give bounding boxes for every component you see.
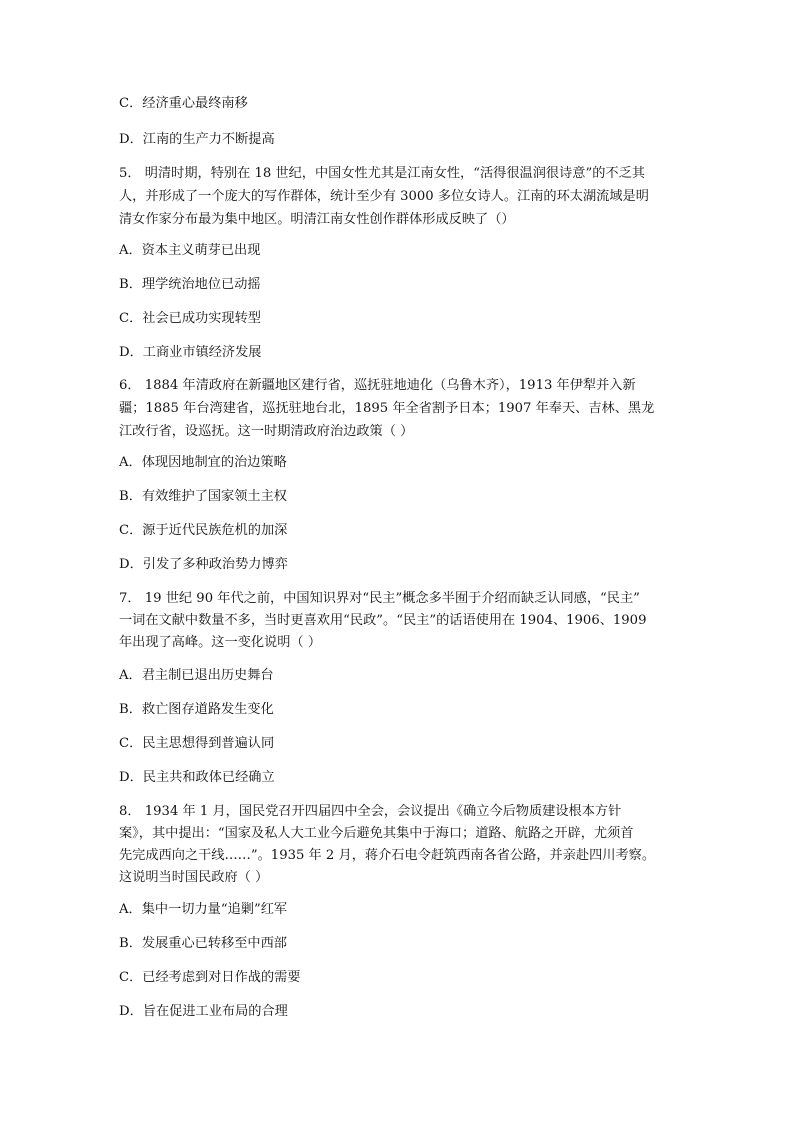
q5-option-d: D．工商业市镇经济发展 — [119, 345, 262, 360]
q6-stem-line-3: 江改行省，设巡抚。这一时期清政府治边政策（ ） — [119, 424, 414, 439]
q5-stem-line-1: 5． 明清时期，特别在 18 世纪，中国女性尤其是江南女性，“活得很温润很诗意”的不乏其 — [119, 166, 645, 181]
q4-option-d: D．江南的生产力不断提高 — [119, 132, 275, 147]
q5-option-a: A．资本主义萌芽已出现 — [119, 243, 261, 258]
q8-option-a: A．集中一切力量“追剿”红军 — [119, 902, 288, 917]
q7-stem-line-2: 一词在文献中数量不多，当时更喜欢用“民政”。“民主”的话语使用在 1904、1906、1909 — [119, 613, 647, 628]
q7-option-b: B．救亡图存道路发生变化 — [119, 702, 274, 717]
q6-option-a: A．体现因地制宜的治边策略 — [119, 455, 287, 470]
q5-option-b: B．理学统治地位已动摇 — [119, 277, 261, 292]
q7-option-d: D．民主共和政体已经确立 — [119, 770, 275, 785]
q7-stem-line-3: 年出现了高峰。这一变化说明（ ） — [119, 635, 322, 650]
q7-option-c: C．民主思想得到普遍认同 — [119, 736, 275, 751]
q8-stem-line-3: 先完成西向之干线……”。1935 年 2 月，蒋介石电令赶筑西南各省公路，并亲赴四川考察。 — [119, 848, 656, 863]
q5-stem-line-3: 清女作家分布最为集中地区。明清江南女性创作群体形成反映了（） — [119, 212, 515, 227]
q6-option-b: B．有效维护了国家领土主权 — [119, 489, 287, 504]
q8-stem-line-4: 这说明当时国民政府（ ） — [119, 870, 269, 885]
q8-option-c: C．已经考虑到对日作战的需要 — [119, 970, 301, 985]
q7-stem-line-1: 7． 19 世纪 90 年代之前，中国知识界对“民主”概念多半囿于介绍而缺乏认同感，“民主” — [119, 591, 640, 606]
q8-option-b: B．发展重心已转移至中西部 — [119, 936, 287, 951]
q6-stem-line-2: 疆；1885 年台湾建省，巡抚驻地台北，1895 年全省割予日本；1907 年奉天、吉林、黑龙 — [119, 401, 655, 416]
q6-stem-line-1: 6． 1884 年清政府在新疆地区建行省，巡抚驻地迪化（乌鲁木齐），1913 年伊犁并入新 — [119, 378, 636, 393]
q5-option-c: C．社会已成功实现转型 — [119, 311, 261, 326]
q8-stem-line-1: 8． 1934 年 1 月，国民党召开四届四中全会，会议提出《确立今后物质建设根本方针 — [119, 804, 622, 819]
q8-option-d: D．旨在促进工业布局的合理 — [119, 1004, 288, 1019]
q6-option-d: D．引发了多种政治势力博弈 — [119, 557, 288, 572]
q6-option-c: C．源于近代民族危机的加深 — [119, 523, 288, 538]
q8-stem-line-2: 案》，其中提出：“国家及私人大工业今后避免其集中于海口；道路、航路之开辟，尤须首 — [119, 826, 634, 841]
q4-option-c: C．经济重心最终南移 — [119, 96, 248, 111]
q7-option-a: A．君主制已退出历史舞台 — [119, 668, 274, 683]
q5-stem-line-2: 人，并形成了一个庞大的写作群体，统计至少有 3000 多位女诗人。江南的环太湖流域是明 — [119, 189, 649, 204]
